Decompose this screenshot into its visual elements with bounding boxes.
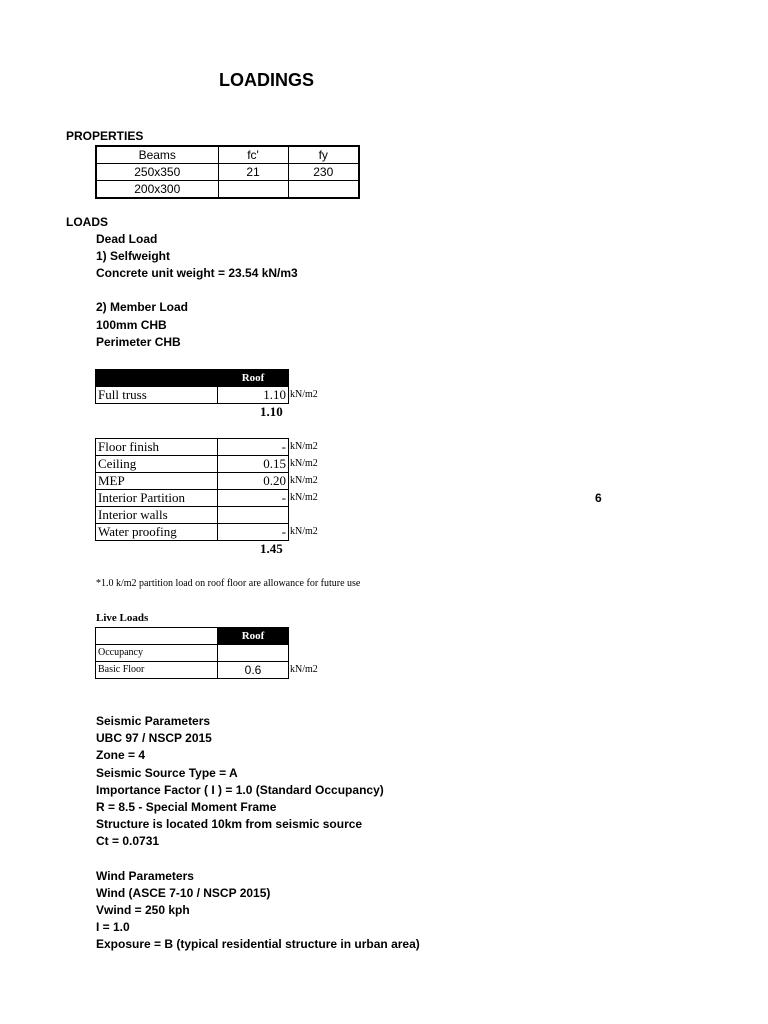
load-label: Basic Floor	[96, 662, 218, 679]
table-row	[96, 473, 289, 490]
table-row	[96, 164, 359, 181]
table-row	[96, 645, 289, 662]
note-text: *1.0 k/m2 partition load on roof floor are allowance for future use	[96, 578, 361, 589]
wind-line: Vwind = 250 kph	[96, 903, 190, 917]
load-value	[218, 507, 289, 524]
table-cell	[96, 628, 218, 645]
unit-label: kN/m2	[290, 492, 318, 503]
table-row	[96, 146, 359, 164]
unit-label: kN/m2	[290, 475, 318, 486]
wind-line: I = 1.0	[96, 920, 130, 934]
load-label: Floor finish	[96, 439, 218, 456]
roof-load-table	[95, 369, 289, 404]
load-label: Occupancy	[96, 645, 218, 662]
table-cell: 230	[288, 164, 359, 181]
seismic-line: UBC 97 / NSCP 2015	[96, 731, 212, 745]
seismic-line: R = 8.5 - Special Moment Frame	[96, 800, 277, 814]
unit-label: kN/m2	[290, 526, 318, 537]
unit-label: kN/m2	[290, 664, 318, 675]
roof-total: 1.10	[260, 404, 283, 419]
table-header-cell	[96, 370, 218, 387]
table-row	[96, 628, 289, 645]
member-load-label: 2) Member Load	[96, 300, 189, 314]
live-loads-heading: Live Loads	[96, 612, 149, 624]
live-loads-table	[95, 627, 289, 679]
wind-heading: Wind Parameters	[96, 869, 194, 883]
seismic-line: Importance Factor ( I ) = 1.0 (Standard Occupancy)	[96, 783, 384, 797]
table-cell: 200x300	[96, 181, 218, 199]
unit-label: kN/m2	[290, 441, 318, 452]
roof-header: Roof	[218, 370, 289, 387]
load-label: Water proofing	[96, 524, 218, 541]
floor-load-table	[95, 438, 289, 541]
load-label: Interior Partition	[96, 490, 218, 507]
load-value	[218, 645, 289, 662]
dead-load-heading: Dead Load	[96, 232, 158, 246]
load-label: MEP	[96, 473, 218, 490]
load-value: 1.10	[218, 387, 289, 404]
chb-100-label: 100mm CHB	[96, 318, 167, 332]
table-header-cell: fy	[288, 146, 359, 164]
table-header-cell: fc'	[218, 146, 288, 164]
properties-heading: PROPERTIES	[66, 129, 144, 143]
table-row	[96, 507, 289, 524]
unit-label: kN/m2	[290, 458, 318, 469]
wind-line: Exposure = B (typical residential structure in urban area)	[96, 937, 420, 951]
table-row	[96, 490, 289, 507]
seismic-line: Zone = 4	[96, 748, 146, 762]
table-row	[96, 524, 289, 541]
load-value: 0.6	[218, 662, 289, 679]
table-row	[96, 456, 289, 473]
table-header-cell: Beams	[96, 146, 218, 164]
unit-weight-text: Concrete unit weight = 23.54 kN/m3	[96, 266, 298, 280]
seismic-line: Seismic Source Type = A	[96, 766, 238, 780]
load-value: -	[218, 490, 289, 507]
roof-header: Roof	[218, 628, 289, 645]
table-cell	[288, 181, 359, 199]
perimeter-chb-label: Perimeter CHB	[96, 335, 181, 349]
seismic-line: Structure is located 10km from seismic source	[96, 817, 363, 831]
table-cell: 21	[218, 164, 288, 181]
floor-total: 1.45	[260, 541, 283, 556]
table-row	[96, 181, 359, 199]
side-value: 6	[595, 491, 602, 505]
properties-table	[95, 145, 360, 199]
table-row	[96, 439, 289, 456]
selfweight-label: 1) Selfweight	[96, 249, 171, 263]
table-row	[96, 662, 289, 679]
table-row	[96, 387, 289, 404]
wind-line: Wind (ASCE 7-10 / NSCP 2015)	[96, 886, 271, 900]
load-value: -	[218, 524, 289, 541]
load-value: 0.20	[218, 473, 289, 490]
load-label: Interior walls	[96, 507, 218, 524]
load-value: 0.15	[218, 456, 289, 473]
table-cell: 250x350	[96, 164, 218, 181]
load-label: Full truss	[96, 387, 218, 404]
unit-label: kN/m2	[290, 389, 318, 400]
table-row	[96, 370, 289, 387]
seismic-line: Ct = 0.0731	[96, 834, 160, 848]
seismic-heading: Seismic Parameters	[96, 714, 211, 728]
load-value: -	[218, 439, 289, 456]
page-title: LOADINGS	[219, 70, 315, 90]
load-label: Ceiling	[96, 456, 218, 473]
table-cell	[218, 181, 288, 199]
loads-heading: LOADS	[66, 215, 108, 229]
